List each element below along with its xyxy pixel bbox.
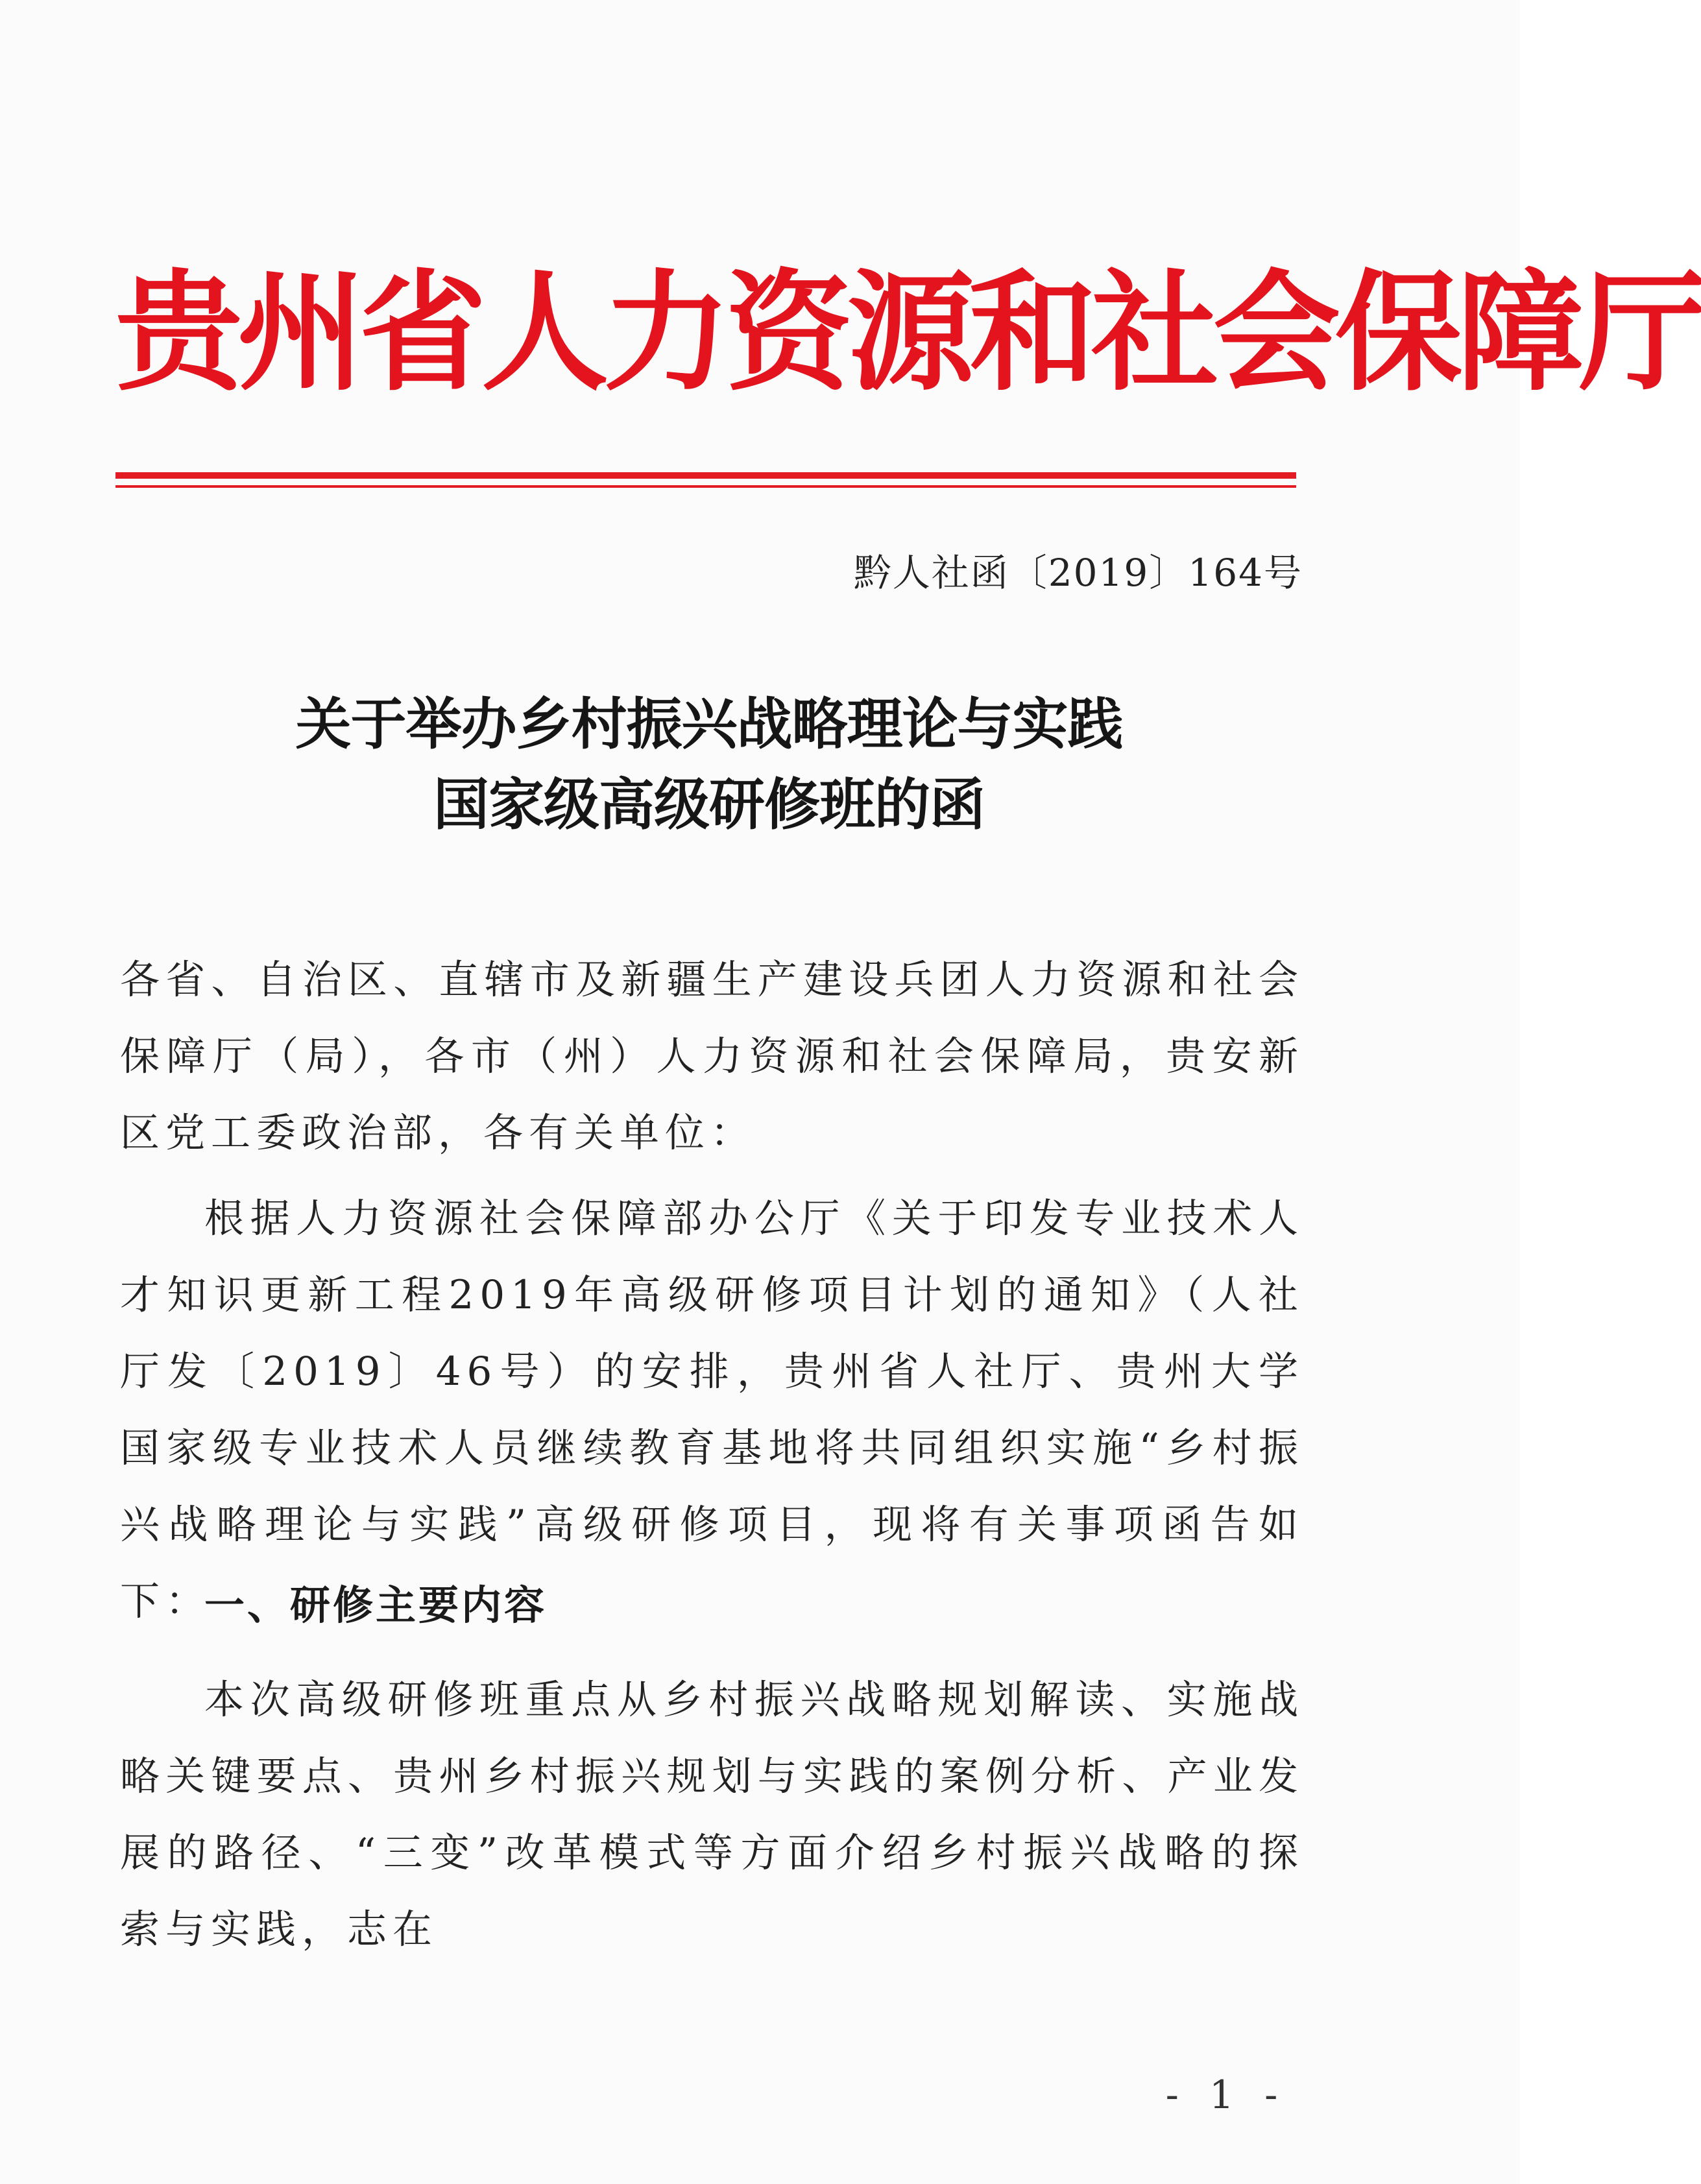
letterhead-rule-thick [115, 472, 1296, 479]
document-title [115, 684, 1303, 845]
page-number: - 1 - [1165, 2072, 1287, 2118]
salutation: 各省、自治区、直辖市及新疆生产建设兵团人力资源和社会保障厅（局），各市（州）人力资源和社会保障局，贵安新区党工委政治部，各有关单位： [120, 957, 1304, 1156]
paragraph-section-1: 本次高级研修班重点从乡村振兴战略规划解读、实施战略关键要点、贵州乡村振兴规划与实践的案例分析、产业发展的路径、“三变”改革模式等方面介绍乡村振兴战略的探索与实践，志在 [120, 1677, 1304, 1952]
letterhead-rule-thin [115, 485, 1296, 488]
document-number: 黔人社函〔2019〕164号 [853, 551, 1303, 595]
document-title-line-2: 国家级高级研修班的函 [433, 772, 985, 837]
letterhead-organization: 贵州省人力资源和社会保障厅 [115, 256, 1701, 409]
document-title-line-1: 关于举办乡村振兴战略理论与实践 [295, 691, 1123, 757]
section-heading-1: 一、研修主要内容 [204, 1581, 548, 1629]
paragraph-intro: 根据人力资源社会保障部办公厅《关于印发专业技术人才知识更新工程2019年高级研修项目计划的通知》（人社厅发〔2019〕46号）的安排，贵州省人社厅、贵州大学国家级专业技术人员继续教育基地将共同组织实施“乡村振兴战略理论与实践”高级研修项目，现将有关事项函告如下： [120, 1195, 1304, 1624]
